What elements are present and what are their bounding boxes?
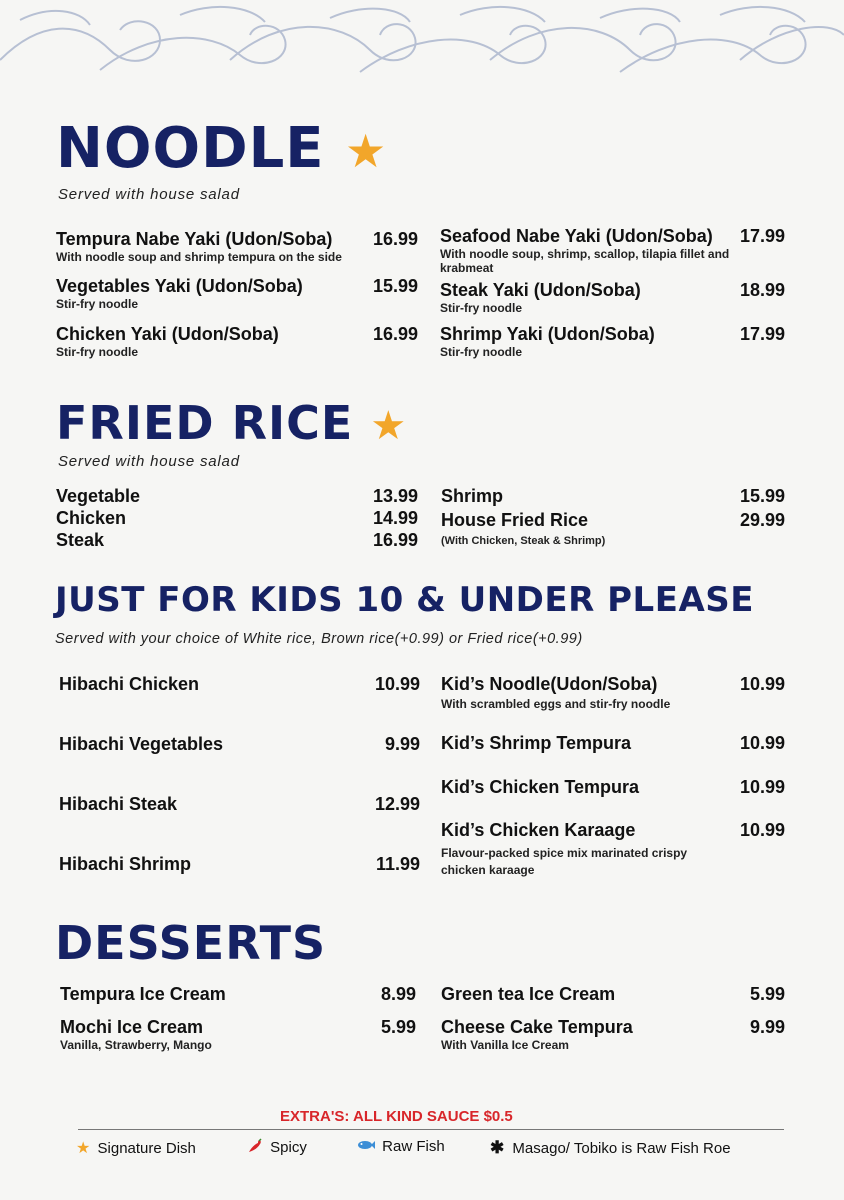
menu-item bbox=[56, 486, 418, 507]
item-description: Vanilla, Strawberry, Mango bbox=[60, 1038, 212, 1052]
extras-note: EXTRA'S: ALL KIND SAUCE $0.5 bbox=[280, 1108, 513, 1125]
menu-item bbox=[59, 734, 420, 755]
item-price: 9.99 bbox=[384, 734, 420, 754]
item-price: 10.99 bbox=[739, 674, 785, 694]
item-name: Kid’s Chicken Karaage bbox=[441, 820, 636, 840]
wave-decoration bbox=[0, 0, 844, 80]
menu-item bbox=[440, 324, 785, 359]
item-name: Chicken Yaki (Udon/Soba) bbox=[56, 324, 279, 344]
item-description: With noodle soup and shrimp tempura on the side bbox=[56, 250, 342, 264]
item-description: With Vanilla Ice Cream bbox=[441, 1038, 569, 1052]
menu-item bbox=[441, 820, 785, 879]
item-price: 17.99 bbox=[739, 324, 785, 344]
legend-label: Signature Dish bbox=[97, 1140, 196, 1157]
item-price: 10.99 bbox=[374, 674, 420, 694]
item-description: Flavour-packed spice mix marinated crispy chicken karaage bbox=[441, 846, 688, 877]
item-price: 29.99 bbox=[739, 510, 785, 530]
kids-subtitle: Served with your choice of White rice, Brown rice(+0.99) or Fried rice(+0.99) bbox=[55, 631, 583, 647]
item-price: 12.99 bbox=[374, 794, 420, 814]
item-price: 15.99 bbox=[739, 486, 785, 506]
item-description: Stir-fry noodle bbox=[56, 345, 139, 359]
legend-label: Masago/ Tobiko is Raw Fish Roe bbox=[512, 1140, 731, 1157]
item-description: Stir-fry noodle bbox=[440, 301, 523, 315]
item-name: Seafood Nabe Yaki (Udon/Soba) bbox=[440, 226, 713, 246]
legend-item bbox=[76, 1138, 196, 1158]
menu-item bbox=[59, 794, 420, 815]
noodle-title: NOODLE bbox=[56, 116, 325, 181]
asterisk-icon: ✱ bbox=[490, 1138, 505, 1157]
menu-item bbox=[56, 530, 418, 551]
noodle-subtitle: Served with house salad bbox=[58, 186, 240, 203]
item-price: 16.99 bbox=[372, 530, 418, 550]
item-price: 16.99 bbox=[372, 229, 418, 249]
item-name: Hibachi Vegetables bbox=[59, 734, 224, 754]
item-name: Tempura Ice Cream bbox=[60, 984, 226, 1004]
noodle-title-row bbox=[56, 116, 388, 181]
legend-label: Spicy bbox=[270, 1139, 307, 1156]
item-name: Hibachi Steak bbox=[59, 794, 178, 814]
menu-item bbox=[56, 229, 418, 264]
item-name: Steak Yaki (Udon/Soba) bbox=[440, 280, 641, 300]
item-name: Shrimp Yaki (Udon/Soba) bbox=[440, 324, 655, 344]
legend-label: Raw Fish bbox=[382, 1138, 445, 1155]
menu-item bbox=[60, 984, 416, 1005]
item-description: (With Chicken, Steak & Shrimp) bbox=[441, 535, 606, 547]
item-name: Kid’s Shrimp Tempura bbox=[441, 733, 632, 753]
item-name: Kid’s Chicken Tempura bbox=[441, 777, 640, 797]
menu-item bbox=[440, 226, 785, 275]
menu-item bbox=[60, 1017, 416, 1052]
menu-item bbox=[56, 324, 418, 359]
item-price: 14.99 bbox=[372, 508, 418, 528]
item-price: 10.99 bbox=[739, 820, 785, 840]
item-price: 10.99 bbox=[739, 733, 785, 753]
item-price: 5.99 bbox=[749, 984, 785, 1004]
item-price: 16.99 bbox=[372, 324, 418, 344]
item-price: 17.99 bbox=[739, 226, 785, 246]
item-name: Green tea Ice Cream bbox=[441, 984, 616, 1004]
item-price: 13.99 bbox=[372, 486, 418, 506]
item-name: Tempura Nabe Yaki (Udon/Soba) bbox=[56, 229, 333, 249]
menu-item bbox=[56, 276, 418, 311]
chili-pepper-icon bbox=[247, 1138, 263, 1154]
divider bbox=[78, 1129, 784, 1130]
menu-item bbox=[56, 508, 418, 529]
desserts-title: DESSERTS bbox=[55, 916, 327, 970]
item-name: Shrimp bbox=[441, 486, 504, 506]
item-price: 5.99 bbox=[380, 1017, 416, 1037]
menu-item bbox=[441, 510, 785, 548]
menu-item bbox=[59, 674, 420, 695]
item-price: 10.99 bbox=[739, 777, 785, 797]
star-icon: ★ bbox=[76, 1140, 91, 1157]
item-name: Steak bbox=[56, 530, 105, 550]
menu-item bbox=[441, 674, 785, 711]
item-name: Vegetables Yaki (Udon/Soba) bbox=[56, 276, 303, 296]
menu-item bbox=[441, 777, 785, 798]
menu-item bbox=[440, 280, 785, 315]
menu-item bbox=[441, 984, 785, 1005]
star-icon: ★ bbox=[370, 403, 408, 449]
fish-icon bbox=[357, 1138, 375, 1152]
menu-item bbox=[441, 486, 785, 507]
item-name: House Fried Rice bbox=[441, 510, 589, 530]
fried-rice-title-row bbox=[56, 396, 408, 450]
legend-item bbox=[247, 1138, 307, 1156]
item-description: Stir-fry noodle bbox=[440, 345, 523, 359]
item-price: 11.99 bbox=[375, 854, 420, 874]
fried-rice-title: FRIED RICE bbox=[56, 396, 354, 450]
item-name: Hibachi Chicken bbox=[59, 674, 200, 694]
item-price: 15.99 bbox=[372, 276, 418, 296]
item-name: Chicken bbox=[56, 508, 127, 528]
item-name: Mochi Ice Cream bbox=[60, 1017, 204, 1037]
kids-title: JUST FOR KIDS 10 & UNDER PLEASE bbox=[55, 580, 754, 620]
menu-item bbox=[441, 733, 785, 754]
item-name: Vegetable bbox=[56, 486, 141, 506]
item-price: 9.99 bbox=[749, 1017, 785, 1037]
legend-item bbox=[490, 1138, 731, 1158]
menu-item bbox=[59, 854, 420, 875]
item-name: Cheese Cake Tempura bbox=[441, 1017, 633, 1037]
item-price: 18.99 bbox=[739, 280, 785, 300]
item-description: Stir-fry noodle bbox=[56, 297, 139, 311]
item-price: 8.99 bbox=[380, 984, 416, 1004]
star-icon: ★ bbox=[345, 124, 388, 178]
item-description: With scrambled eggs and stir-fry noodle bbox=[441, 697, 671, 711]
item-description: With noodle soup, shrimp, scallop, tilapia fillet and krabmeat bbox=[440, 247, 730, 275]
item-name: Kid’s Noodle(Udon/Soba) bbox=[441, 674, 658, 694]
menu-item bbox=[441, 1017, 785, 1052]
legend-item bbox=[357, 1138, 445, 1155]
item-name: Hibachi Shrimp bbox=[59, 854, 192, 874]
fried-rice-subtitle: Served with house salad bbox=[58, 453, 240, 470]
